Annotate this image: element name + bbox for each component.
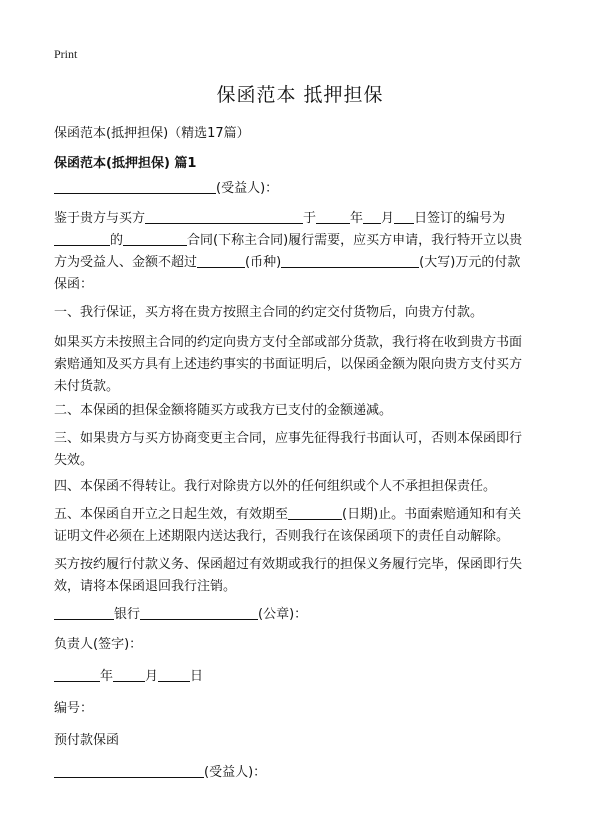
closing-line-2: 效，请将本保函退回我行注销。 — [54, 579, 237, 594]
intro-line-4: 保函： — [54, 277, 94, 292]
document-title: 保函范本 抵押担保 — [216, 84, 384, 106]
clause-1b-line-2: 索赔通知及买方具有上述违约事实的书面证明后，以保函金额为限向贵方支付买方 — [54, 357, 523, 372]
print-label[interactable]: Print — [54, 47, 78, 61]
clause-1b-line-1: 如果买方未按照主合同的约定向贵方支付全部或部分货款，我行将在收到贵方书面 — [54, 335, 523, 350]
document-subtitle: 保函范本(抵押担保)（精选17篇） — [54, 126, 250, 141]
beneficiary-line-1: (受益人)： — [54, 178, 278, 200]
blank-field — [54, 179, 216, 194]
number-label: 编号： — [54, 701, 94, 716]
section-heading: 保函范本(抵押担保) 篇1 — [54, 156, 197, 171]
intro-line-2: 的 合同(下称主合同)履行需要，应买方申请，我行特开立以贵 — [54, 230, 522, 252]
signer-line: 负责人(签字)： — [54, 637, 143, 652]
clause-2: 二、本保函的担保金额将随买方或我方已支付的金额递减。 — [54, 403, 393, 418]
bank-seal-line: 银行 (公章)： — [54, 604, 307, 626]
clause-5-line-1: 五、本保函自开立之日起生效，有效期至 (日期)止。书面索赔通知和有关 — [54, 507, 522, 522]
beneficiary-line-2: (受益人)： — [54, 762, 266, 784]
clause-5-line-2: 证明文件必须在上述期限内送达我行，否则我行在该保函项下的责任自动解除。 — [54, 529, 510, 544]
date-line: 年 月 日 — [54, 666, 203, 688]
clause-3-line-2: 失效。 — [54, 453, 94, 468]
closing-line-1: 买方按约履行付款义务、保函超过有效期或我行的担保义务履行完毕，保函即行失 — [54, 557, 523, 572]
clause-3-line-1: 三、如果贵方与买方协商变更主合同，应事先征得我行书面认可，否则本保函即行 — [54, 431, 523, 446]
clause-1b-line-3: 未付货款。 — [54, 379, 120, 394]
clause-1: 一、我行保证，买方将在贵方按照主合同的约定交付货物后，向贵方付款。 — [54, 305, 484, 320]
blank-field — [54, 763, 204, 778]
clause-4: 四、本保函不得转让。我行对除贵方以外的任何组织或个人不承担担保责任。 — [54, 479, 497, 494]
intro-line-3: 方为受益人、金额不超过 (币种) (大写)万元的付款 — [54, 255, 521, 270]
prepay-heading: 预付款保函 — [54, 733, 120, 748]
intro-paragraph: 鉴于贵方与买方 于 年 月 日签订的编号为 — [54, 211, 506, 226]
